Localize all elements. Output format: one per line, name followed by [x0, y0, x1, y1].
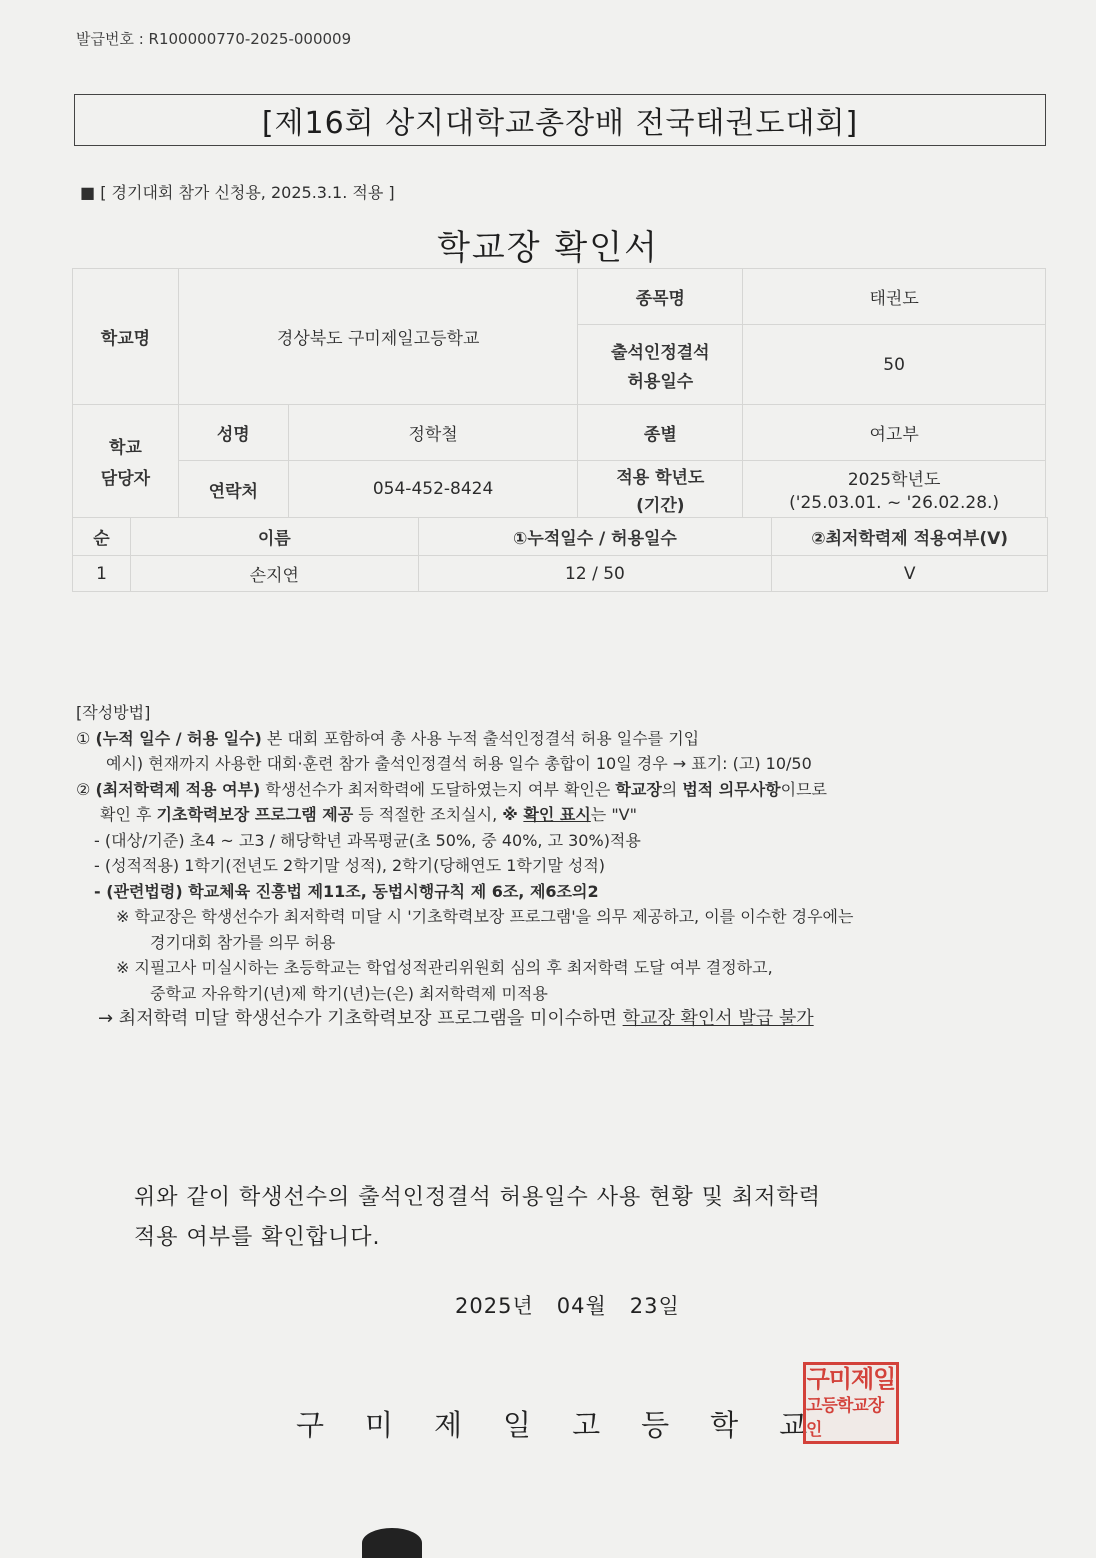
instructions-heading: [작성방법]: [76, 703, 151, 722]
absence-value: 50: [743, 325, 1046, 405]
issue-number: 발급번호 : R100000770-2025-000009: [76, 30, 352, 48]
school-signature: 구 미 제 일 고 등 학 교: [296, 1408, 808, 1442]
confirmation-text: 위와 같이 학생선수의 출석인정결석 허용일수 사용 현황 및 최저학력 적용 여부를 확인합니다.: [134, 1185, 822, 1250]
document-title: 학교장 확인서: [437, 228, 659, 268]
header-applied: ②최저학력제 적용여부(V): [772, 518, 1048, 556]
dark-object: [362, 1528, 422, 1558]
school-label: 학교명: [73, 269, 179, 405]
row-days: 12 / 50: [418, 556, 772, 592]
instruction-line: 예시) 현재까지 사용한 대회·훈련 참가 출석인정결석 허용 일수 총합이 10일 경우 → 표기: (고) 10/50: [106, 754, 812, 773]
instruction-line: ※ 지필고사 미실시하는 초등학교는 학업성적관리위원회 심의 후 최저학력 도달 여부 결정하고,: [116, 958, 773, 977]
header-no: 순: [73, 518, 131, 556]
name-label: 성명: [178, 405, 288, 461]
form-note: ■ [ 경기대회 참가 신청용, 2025.3.1. 적용 ]: [80, 183, 395, 202]
instruction-line: ① (누적 일수 / 허용 일수) 본 대회 포함하여 총 사용 누적 출석인정결석 허용 일수를 기입: [76, 728, 700, 748]
instruction-line: ※ 학교장은 학생선수가 최저학력 미달 시 '기초학력보장 프로그램'을 의무 제공하고, 이를 이수한 경우에는: [116, 907, 854, 926]
row-no: 1: [73, 556, 131, 592]
year-label: 적용 학년도 (기간): [578, 461, 743, 518]
instruction-line: ② (최저학력제 적용 여부) 학생선수가 최저학력에 도달하였는지 여부 확인은 학교장의 법적 의무사항이므로: [76, 779, 828, 799]
contact-value: 054-452-8424: [288, 461, 578, 518]
instructions: [76, 700, 1066, 1032]
sport-value: 태권도: [743, 269, 1046, 325]
manager-label: 학교 담당자: [73, 405, 179, 518]
contact-label: 연락처: [178, 461, 288, 518]
school-seal-stamp: 구미제일 고등학교장인: [803, 1362, 899, 1444]
header-name: 이름: [130, 518, 418, 556]
info-table: [72, 268, 1046, 518]
instruction-line: - (관련법령) 학교체육 진흥법 제11조, 동법시행규칙 제 6조, 제6조의2: [94, 881, 599, 901]
division-value: 여고부: [743, 405, 1046, 461]
table-row: [73, 556, 1048, 592]
absence-label: 출석인정결석 허용일수: [578, 325, 743, 405]
name-value: 정학철: [288, 405, 578, 461]
instruction-line: - (대상/기준) 초4 ~ 고3 / 해당학년 과목평균(초 50%, 중 40%, 고 30%)적용: [94, 830, 641, 850]
sport-label: 종목명: [578, 269, 743, 325]
row-applied: V: [772, 556, 1048, 592]
year-value: 2025학년도 ('25.03.01. ~ '26.02.28.): [743, 461, 1046, 518]
instruction-line: → 최저학력 미달 학생선수가 기초학력보장 프로그램을 미이수하면 학교장 확인서 발급 불가: [98, 1008, 814, 1029]
issue-date: 2025년 04월 23일: [455, 1294, 680, 1318]
row-name: 손지연: [130, 556, 418, 592]
student-table: [72, 517, 1048, 592]
instruction-line: 확인 후 기초학력보장 프로그램 제공 등 적절한 조치실시, ※ 확인 표시는 "V": [100, 805, 637, 824]
instruction-line: 중학교 자유학기(년)제 학기(년)는(은) 최저학력제 미적용: [150, 983, 548, 1003]
instruction-line: - (성적적용) 1학기(전년도 2학기말 성적), 2학기(당해연도 1학기말 성적): [94, 856, 606, 875]
header-days: ①누적일수 / 허용일수: [418, 518, 772, 556]
division-label: 종별: [578, 405, 743, 461]
instruction-line: 경기대회 참가를 의무 허용: [150, 932, 336, 952]
school-value: 경상북도 구미제일고등학교: [178, 269, 578, 405]
event-title: [제16회 상지대학교총장배 전국태권도대회]: [74, 94, 1046, 146]
